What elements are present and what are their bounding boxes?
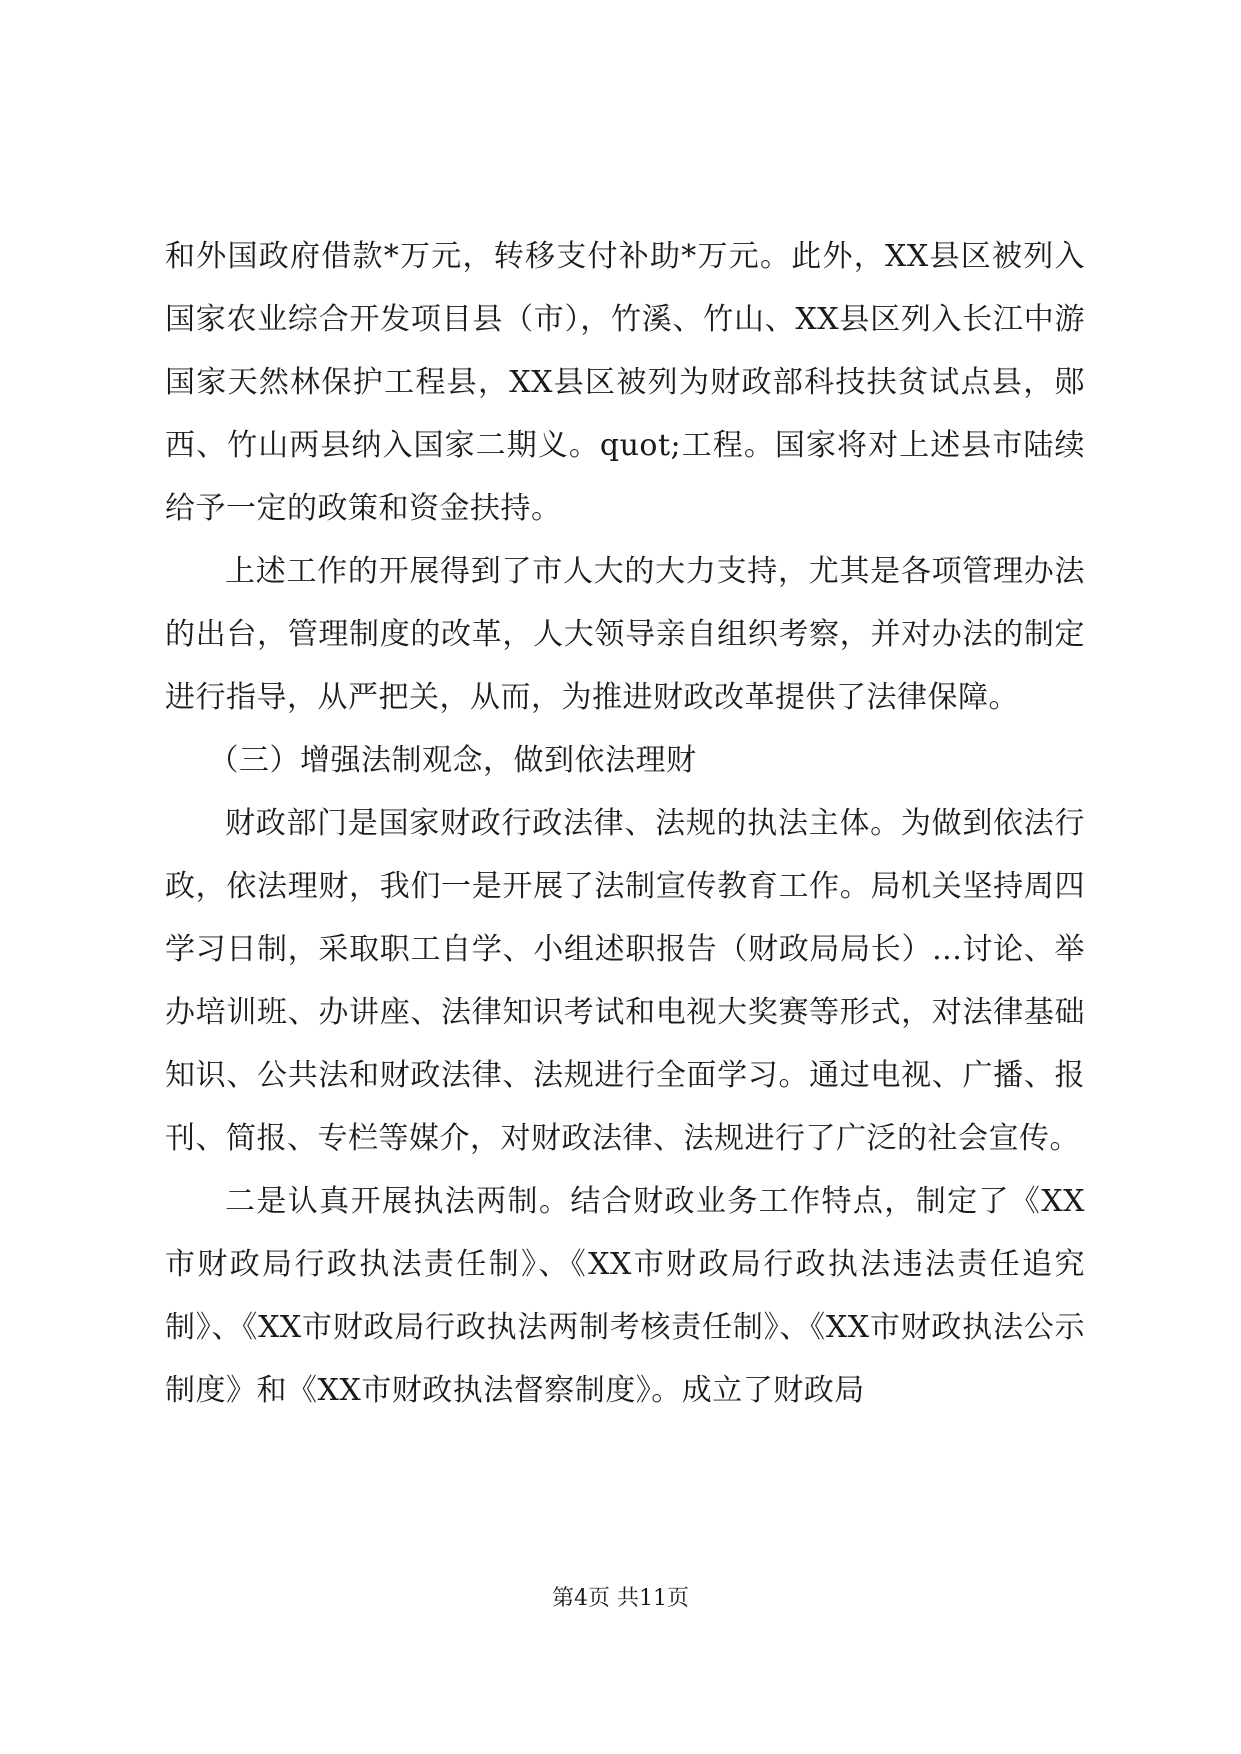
section-heading: （三）增强法制观念，做到依法理财 [208, 743, 697, 778]
paragraph-continuation: 和外国政府借款*万元，转移支付补助*万元。此外，XX县区被列入国家农业综合开发项目县（市），竹溪、竹山、XX县区列入长江中游国家天然林保护工程县，XX县区被列为财政部科技扶贫试点县，郧西、竹山两县纳入国家二期义。quot;工程。国家将对上述县市陆续给予一定的政策和资金扶持。 [165, 239, 1085, 526]
page-number-footer: 第4页 共11页 [552, 1586, 689, 1611]
document-body [165, 225, 1085, 1422]
paragraph-npc-support: 上述工作的开展得到了市人大的大力支持，尤其是各项管理办法的出台，管理制度的改革，人大领导亲自组织考察，并对办法的制定进行指导，从严把关，从而，为推进财政改革提供了法律保障。 [165, 554, 1085, 715]
paragraph-enforcement-systems: 二是认真开展执法两制。结合财政业务工作特点，制定了《XX市财政局行政执法责任制》、《XX市财政局行政执法违法责任追究制》、《XX市财政局行政执法两制考核责任制》、《XX市财政执法公示制度》和《XX市财政执法督察制度》。成立了财政局 [165, 1184, 1085, 1408]
paragraph-legal-education: 财政部门是国家财政行政法律、法规的执法主体。为做到依法行政，依法理财，我们一是开展了法制宣传教育工作。局机关坚持周四学习日制，采取职工自学、小组述职报告（财政局局长）...讨论、举办培训班、办讲座、法律知识考试和电视大奖赛等形式，对法律基础知识、公共法和财政法律、法规进行全面学习。通过电视、广播、报刊、简报、专栏等媒介，对财政法律、法规进行了广泛的社会宣传。 [165, 806, 1085, 1156]
